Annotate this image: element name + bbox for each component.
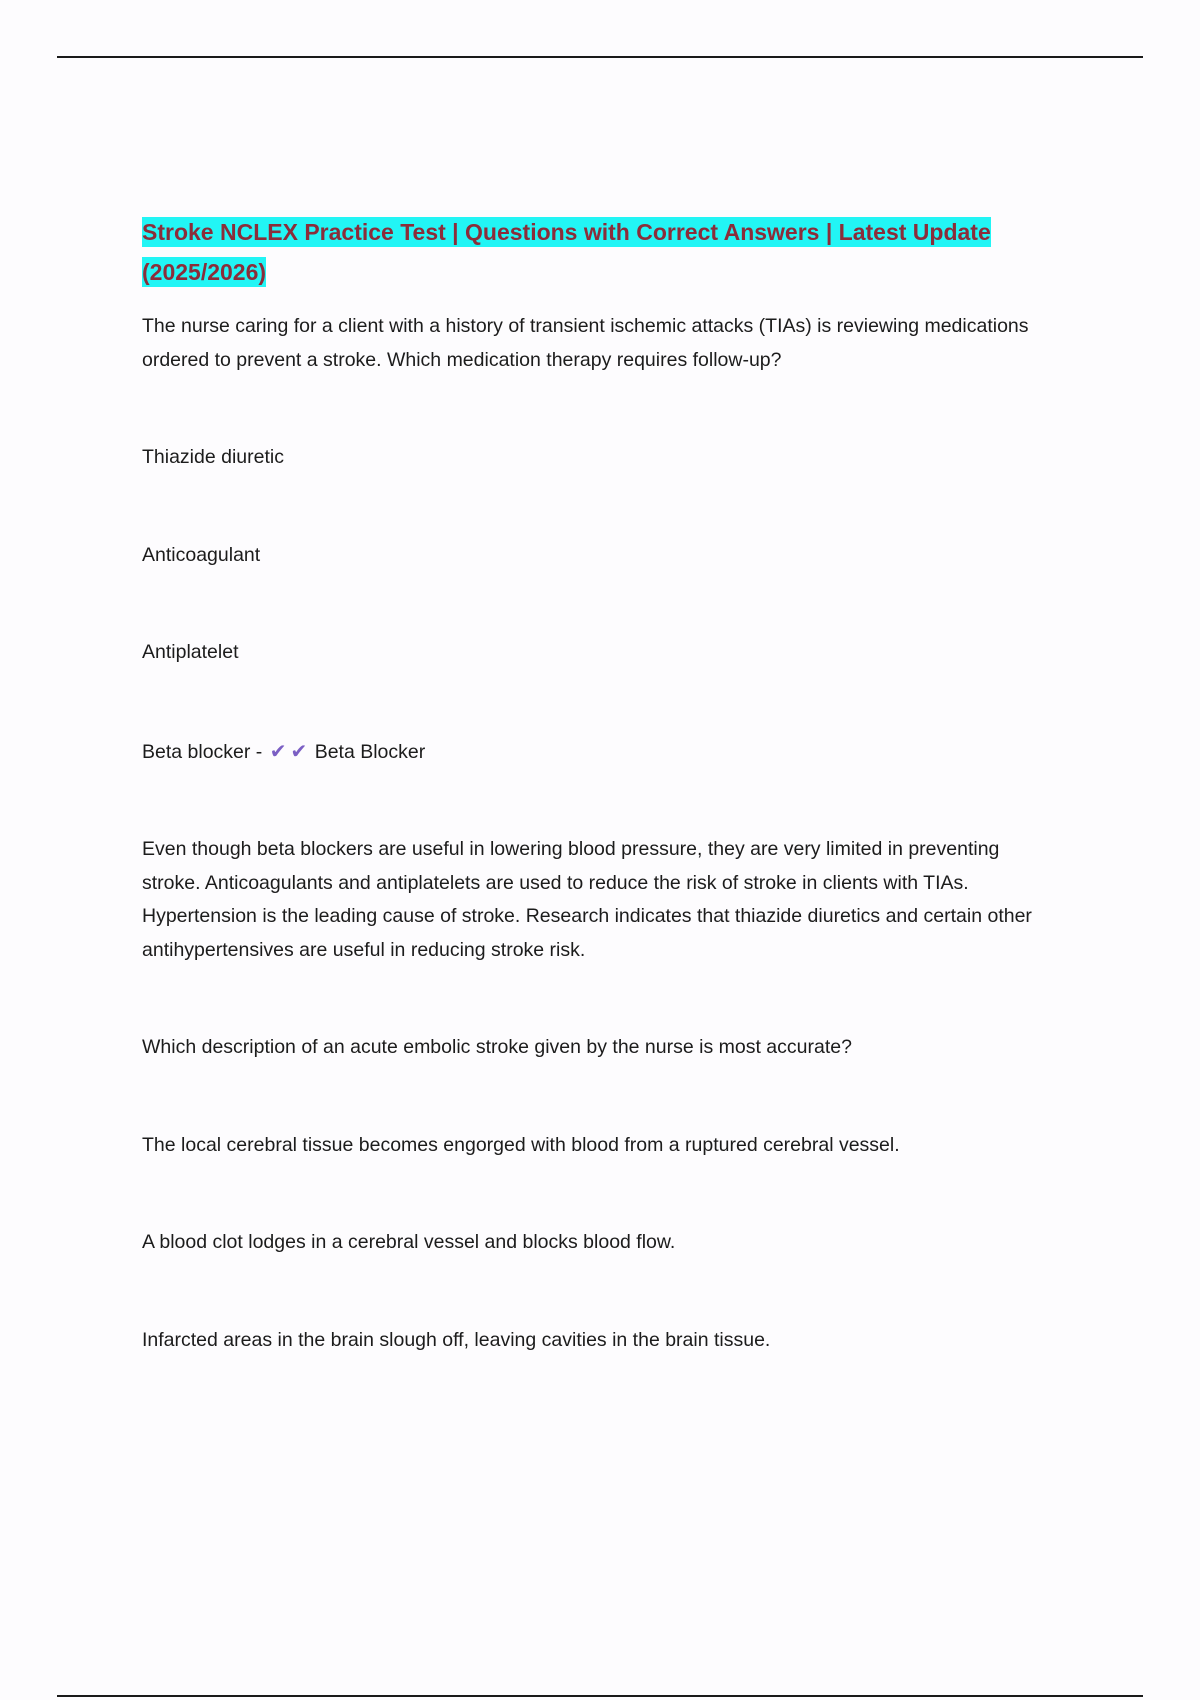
q1-option-1: Thiazide diuretic — [142, 446, 284, 468]
header-rule — [57, 56, 1143, 58]
q2-option-2: A blood clot lodges in a cerebral vessel and blocks blood flow. — [142, 1231, 676, 1253]
document-body — [142, 212, 1042, 1357]
question-1: The nurse caring for a client with a history of transient ischemic attacks (TIAs) is reviewing medications ordered to prevent a stroke. Which medication therapy requires follow-up? — [142, 315, 1029, 371]
q1-rationale: Even though beta blockers are useful in lowering blood pressure, they are very limited in preventing stroke. Anticoagulants and antiplatelets are used to reduce the risk of stroke in clients with TIAs. Hypertension is the leading cause of stroke. Research indicates that thiazide diuretics and certain other antihypertensives are useful in reducing stroke risk. — [142, 838, 1032, 961]
document-title: Stroke NCLEX Practice Test | Questions with Correct Answers | Latest Update (2025/2026) — [142, 219, 991, 285]
q2-option-1: The local cerebral tissue becomes engorged with blood from a ruptured cerebral vessel. — [142, 1133, 900, 1156]
q1-option-2: Anticoagulant — [142, 543, 261, 566]
q1-option-4-label: Beta blocker - — [142, 740, 263, 763]
question-2: Which description of an acute embolic stroke given by the nurse is most accurate? — [142, 1036, 852, 1058]
footer-rule — [57, 1695, 1143, 1697]
q1-answer: Beta Blocker — [314, 740, 426, 763]
q1-option-4 — [142, 736, 1042, 770]
checkmark-icon: ✔ — [269, 740, 287, 763]
q2-option-3: Infarcted areas in the brain slough off, leaving cavities in the brain tissue. — [142, 1328, 771, 1351]
q1-option-3: Antiplatelet — [142, 641, 239, 663]
checkmark-icon: ✔ — [290, 740, 308, 763]
